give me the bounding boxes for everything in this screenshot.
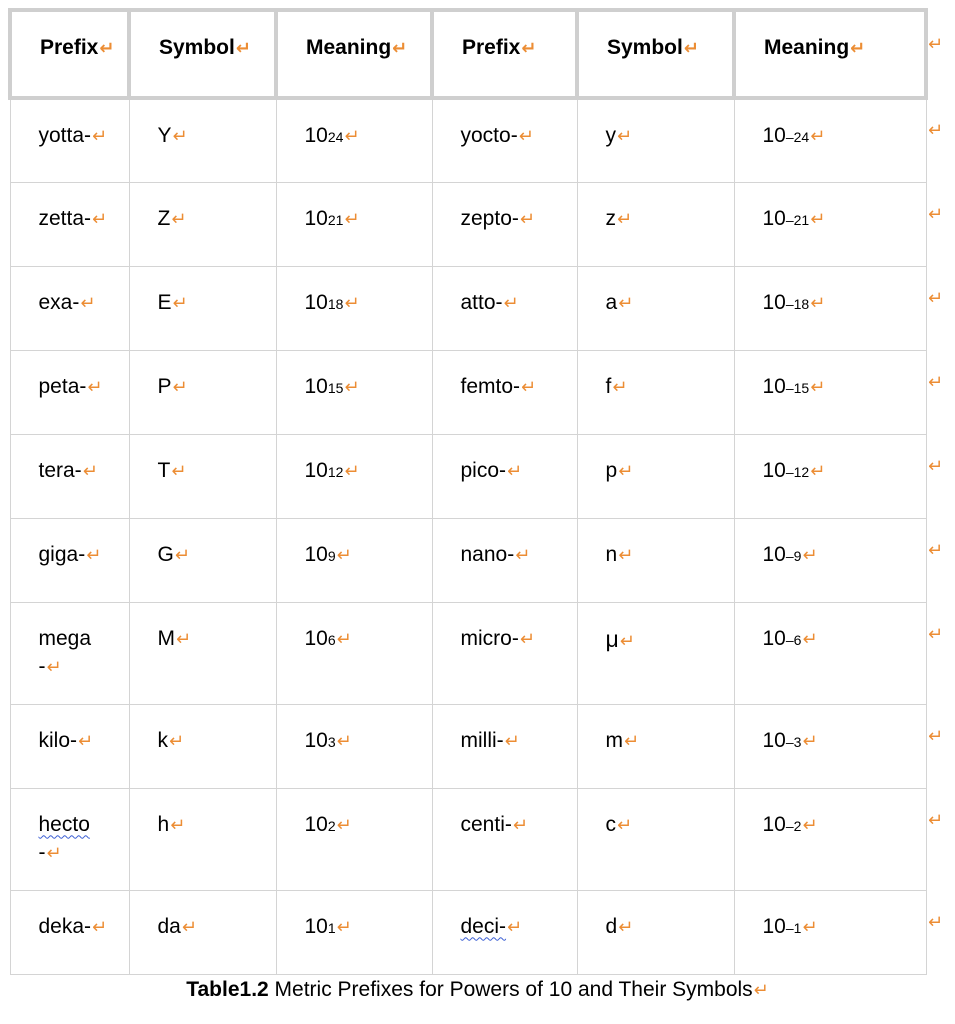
end-of-row-mark: ↵ [928,624,944,644]
prefix-cell: micro-↵ [432,602,577,704]
metric-prefix-table [8,8,928,975]
meaning-cell: 101↵ [276,890,432,974]
prefix-cell: femto-↵ [432,350,577,434]
meaning-cell: 1018↵ [276,266,432,350]
end-of-row-mark: ↵ [928,456,944,476]
symbol-cell: Y↵ [129,98,276,182]
meaning-cell: 1015↵ [276,350,432,434]
symbol-cell: m↵ [577,704,734,788]
end-of-row-mark: ↵ [928,120,944,140]
table-row [10,350,926,434]
header-symbol: Symbol↵ [577,10,734,98]
meaning-cell: 109↵ [276,518,432,602]
prefix-cell: yotta-↵ [10,98,129,182]
symbol-cell: T↵ [129,434,276,518]
prefix-cell: pico-↵ [432,434,577,518]
symbol-cell: f↵ [577,350,734,434]
end-of-row-mark: ↵ [928,288,944,308]
prefix-cell: zetta-↵ [10,182,129,266]
prefix-cell: tera-↵ [10,434,129,518]
prefix-cell: atto-↵ [432,266,577,350]
header-row [10,10,926,98]
symbol-cell: G↵ [129,518,276,602]
symbol-cell: z↵ [577,182,734,266]
meaning-cell: 10–12↵ [734,434,926,518]
meaning-cell: 1012↵ [276,434,432,518]
symbol-cell: d↵ [577,890,734,974]
prefix-cell: zepto-↵ [432,182,577,266]
table-row [10,182,926,266]
meaning-cell: 1021↵ [276,182,432,266]
header-symbol: Symbol↵ [129,10,276,98]
meaning-cell: 10–21↵ [734,182,926,266]
prefix-cell: deka-↵ [10,890,129,974]
table-row [10,788,926,890]
table-row [10,518,926,602]
prefix-cell: mega -↵ [10,602,129,704]
table-row [10,890,926,974]
symbol-cell: M↵ [129,602,276,704]
prefix-cell: centi-↵ [432,788,577,890]
symbol-cell: n↵ [577,518,734,602]
meaning-cell: 10–9↵ [734,518,926,602]
meaning-cell: 10–6↵ [734,602,926,704]
header-prefix: Prefix↵ [432,10,577,98]
symbol-cell: y↵ [577,98,734,182]
table-row [10,704,926,788]
symbol-cell: P↵ [129,350,276,434]
end-of-row-mark: ↵ [928,540,944,560]
meaning-cell: 10–18↵ [734,266,926,350]
table-row [10,266,926,350]
prefix-cell: yocto-↵ [432,98,577,182]
symbol-cell: k↵ [129,704,276,788]
end-of-row-mark: ↵ [928,726,944,746]
prefix-cell: nano-↵ [432,518,577,602]
meaning-cell: 10–3↵ [734,704,926,788]
caption-label: Table1.2 [186,978,269,1001]
end-of-row-mark: ↵ [928,372,944,392]
symbol-cell: a↵ [577,266,734,350]
caption-text: Metric Prefixes for Powers of 10 and Their Symbols [268,978,753,1001]
symbol-cell: Z↵ [129,182,276,266]
end-of-row-mark: ↵ [928,204,944,224]
meaning-cell: 10–24↵ [734,98,926,182]
meaning-cell: 10–15↵ [734,350,926,434]
table-row [10,602,926,704]
meaning-cell: 10–2↵ [734,788,926,890]
end-of-row-mark: ↵ [928,810,944,830]
prefix-cell: kilo-↵ [10,704,129,788]
meaning-cell: 102↵ [276,788,432,890]
symbol-cell: E↵ [129,266,276,350]
symbol-cell: h↵ [129,788,276,890]
end-of-row-mark: ↵ [928,912,944,932]
prefix-cell: giga-↵ [10,518,129,602]
table-caption: Table1.2 Metric Prefixes for Powers of 10 and Their Symbols↵ [186,978,769,1001]
symbol-cell: da↵ [129,890,276,974]
table-row [10,434,926,518]
meaning-cell: 10–1↵ [734,890,926,974]
symbol-cell: c↵ [577,788,734,890]
header-meaning: Meaning↵ [734,10,926,98]
header-prefix: Prefix↵ [10,10,129,98]
symbol-cell: p↵ [577,434,734,518]
table-row [10,98,926,182]
prefix-cell: milli-↵ [432,704,577,788]
prefix-cell: deci-↵ [432,890,577,974]
meaning-cell: 106↵ [276,602,432,704]
header-meaning: Meaning↵ [276,10,432,98]
prefix-cell: hecto -↵ [10,788,129,890]
prefix-cell: exa-↵ [10,266,129,350]
meaning-cell: 1024↵ [276,98,432,182]
prefix-cell: peta-↵ [10,350,129,434]
meaning-cell: 103↵ [276,704,432,788]
end-of-row-mark: ↵ [928,34,944,54]
symbol-cell: μ↵ [577,602,734,704]
